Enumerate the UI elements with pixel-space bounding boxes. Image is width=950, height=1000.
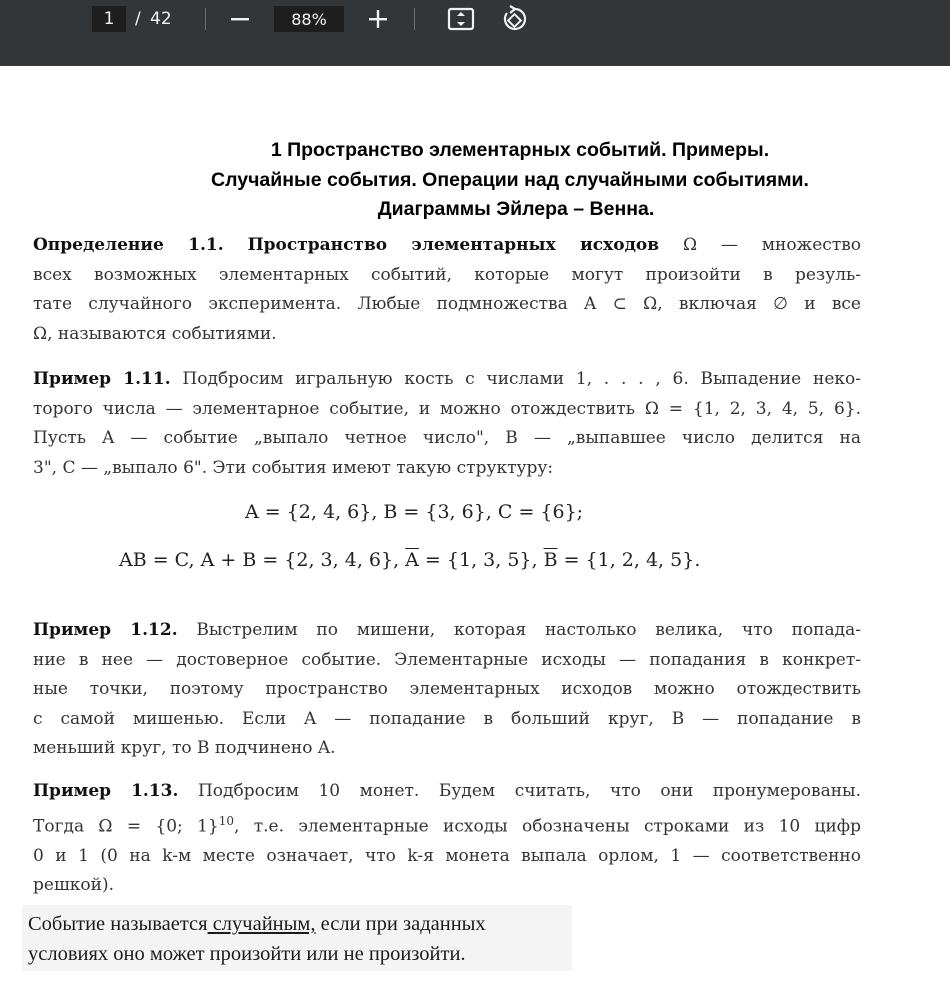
example-1-11-label: Пример 1.11.	[33, 369, 171, 389]
example-1-13	[33, 777, 861, 901]
scan-part-2: если при заданных	[315, 913, 486, 935]
definition-line-4: Ω, называются событиями.	[33, 323, 277, 344]
example-1-13-line-2-a: Тогда Ω = {0; 1}	[33, 816, 219, 837]
heading-line-1: 1 Пространство элементарных событий. Примеры.	[270, 139, 770, 161]
definition-term: Пространство элементарных исходов	[247, 235, 660, 255]
definition-line-2: всех возможных элементарных событий, которые могут произойти в резуль-	[33, 264, 861, 285]
example-1-12-label: Пример 1.12.	[33, 620, 178, 640]
scan-line-2: условиях оно может произойти или не произойти.	[28, 943, 466, 965]
heading-line-2: Случайные события. Операции над случайными событиями.	[211, 168, 809, 191]
pdf-toolbar	[0, 0, 950, 66]
example-1-12-line-5: меньший круг, то B подчинено A.	[33, 738, 336, 758]
formula-a-complement: $\overline{A}$	[405, 549, 419, 571]
toolbar-divider	[205, 8, 206, 30]
example-1-12-line-3: ные точки, поэтому пространство элементарных исходов можно отождествить	[33, 679, 861, 699]
example-1-12-line-4: с самой мишенью. Если A — попадание в больший круг, B — попадание в	[33, 708, 861, 729]
scan-line-1	[28, 909, 572, 939]
formula-operations-a: AB = C, A + B = {2, 3, 4, 6},	[119, 549, 406, 571]
formula-operations-c: = {1, 2, 4, 5}.	[557, 549, 701, 571]
definition-line-1-rest: Ω — множество	[682, 235, 862, 255]
page-total: 42	[150, 9, 172, 29]
scan-underlined-word: случайным,	[207, 913, 316, 935]
example-1-13-line-4: решкой).	[33, 875, 114, 896]
example-1-12-line-1	[33, 616, 861, 646]
rotate-icon	[501, 5, 529, 33]
example-1-13-label: Пример 1.13.	[33, 781, 179, 801]
example-1-12-line-1-rest: Выстрелим по мишени, которая настолько велика, что попада-	[196, 620, 861, 640]
toolbar-divider	[414, 8, 415, 30]
page-separator: /	[135, 9, 141, 29]
section-heading	[0, 136, 950, 225]
zoom-level-input[interactable]	[274, 6, 344, 32]
definition-label: Определение 1.1.	[33, 235, 224, 255]
example-1-13-line-3: 0 и 1 (0 на k-м месте означает, что k-я монета выпала орлом, 1 — соответственно	[33, 845, 861, 866]
example-1-13-line-1	[33, 777, 861, 807]
minus-icon	[230, 9, 250, 29]
formula-b-complement: $\overline{B}$	[543, 549, 558, 571]
definition-line-1	[33, 231, 861, 261]
example-1-11-line-1	[33, 365, 861, 395]
scanned-note	[22, 905, 572, 971]
fit-page-icon	[447, 7, 475, 31]
rotate-button[interactable]	[500, 4, 530, 34]
formula-operations-b: = {1, 3, 5},	[418, 549, 544, 571]
exponent-10: 10	[218, 813, 235, 828]
plus-icon	[368, 9, 388, 29]
example-1-11-line-4: 3", C — „выпало 6". Эти события имеют такую структуру:	[33, 457, 554, 478]
page-number-input[interactable]	[92, 6, 126, 32]
formula-operations	[119, 549, 700, 571]
definition-1-1	[33, 231, 861, 349]
scan-part-1: Событие называется	[28, 913, 208, 935]
example-1-12-line-2: ние в нее — достоверное событие. Элементарные исходы — попадания в конкрет-	[33, 649, 861, 670]
fit-to-page-button[interactable]	[446, 4, 476, 34]
example-1-11	[33, 365, 861, 483]
example-1-13-line-2	[33, 807, 861, 842]
example-1-12	[33, 616, 861, 764]
example-1-11-line-1-rest: Подбросим игральную кость с числами 1, . . . , 6. Выпадение неко-	[182, 369, 862, 389]
zoom-out-button[interactable]	[226, 4, 254, 34]
heading-line-3: Диаграммы Эйлера – Венна.	[377, 198, 655, 220]
formula-sets: A = {2, 4, 6}, B = {3, 6}, C = {6};	[245, 501, 584, 523]
example-1-13-line-2-b: , т.е. элементарные исходы обозначены строками из 10 цифр	[234, 816, 861, 837]
example-1-11-line-2: торого числа — элементарное событие, и можно отождествить Ω = {1, 2, 3, 4, 5, 6}.	[33, 398, 861, 419]
definition-line-3: тате случайного эксперимента. Любые подмножества A ⊂ Ω, включая ∅ и все	[33, 294, 861, 314]
example-1-13-line-1-rest: Подбросим 10 монет. Будем считать, что они пронумерованы.	[197, 781, 861, 801]
example-1-11-line-3: Пусть A — событие „выпало четное число", B — „выпавшее число делится на	[33, 428, 861, 448]
zoom-in-button[interactable]	[364, 4, 392, 34]
